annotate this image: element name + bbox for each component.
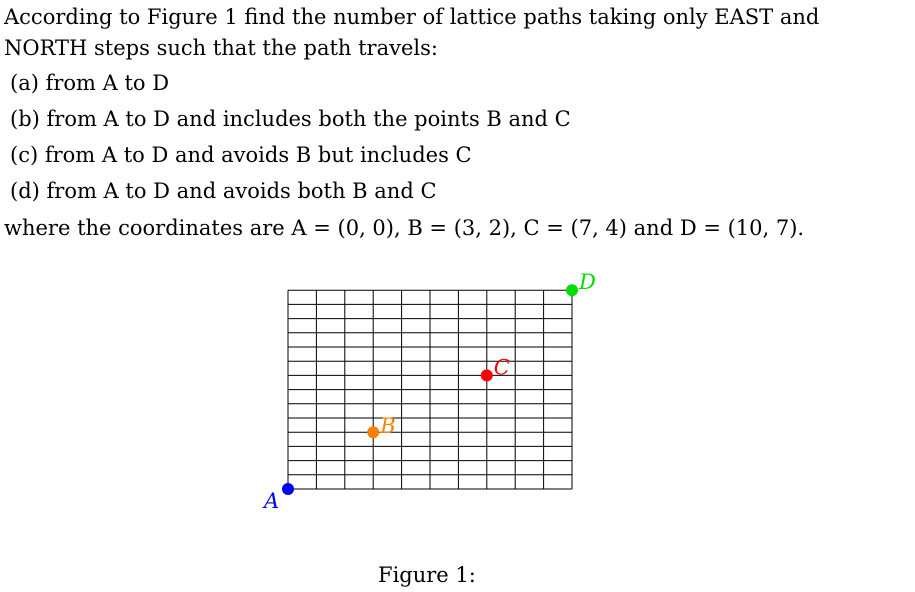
point-b-label: B bbox=[380, 414, 396, 439]
point-b-dot bbox=[367, 426, 379, 438]
point-c-label: C bbox=[493, 355, 510, 380]
problem-part-a: (a) from A to D bbox=[10, 71, 170, 95]
problem-part-c: (c) from A to D and avoids B but includes C bbox=[10, 143, 472, 167]
point-c-dot bbox=[481, 369, 493, 381]
lattice-points bbox=[262, 270, 596, 513]
point-a-label: A bbox=[264, 489, 280, 513]
problem-part-d: (d) from A to D and avoids both B and C bbox=[10, 179, 437, 203]
problem-coordinates: where the coordinates are A = (0, 0), B = (3, 2), C = (7, 4) and D = (10, 7). bbox=[4, 216, 805, 240]
lattice-grid bbox=[288, 290, 572, 489]
problem-intro: According to Figure 1 find the number of lattice paths taking only EAST and NORTH steps such that the path travels: bbox=[4, 5, 820, 60]
point-a-dot bbox=[282, 483, 294, 495]
problem-part-b: (b) from A to D and includes both the points B and C bbox=[10, 107, 571, 131]
figure-caption: Figure 1: bbox=[378, 563, 476, 587]
point-d-label: D bbox=[579, 270, 596, 295]
point-d-dot bbox=[566, 284, 578, 296]
